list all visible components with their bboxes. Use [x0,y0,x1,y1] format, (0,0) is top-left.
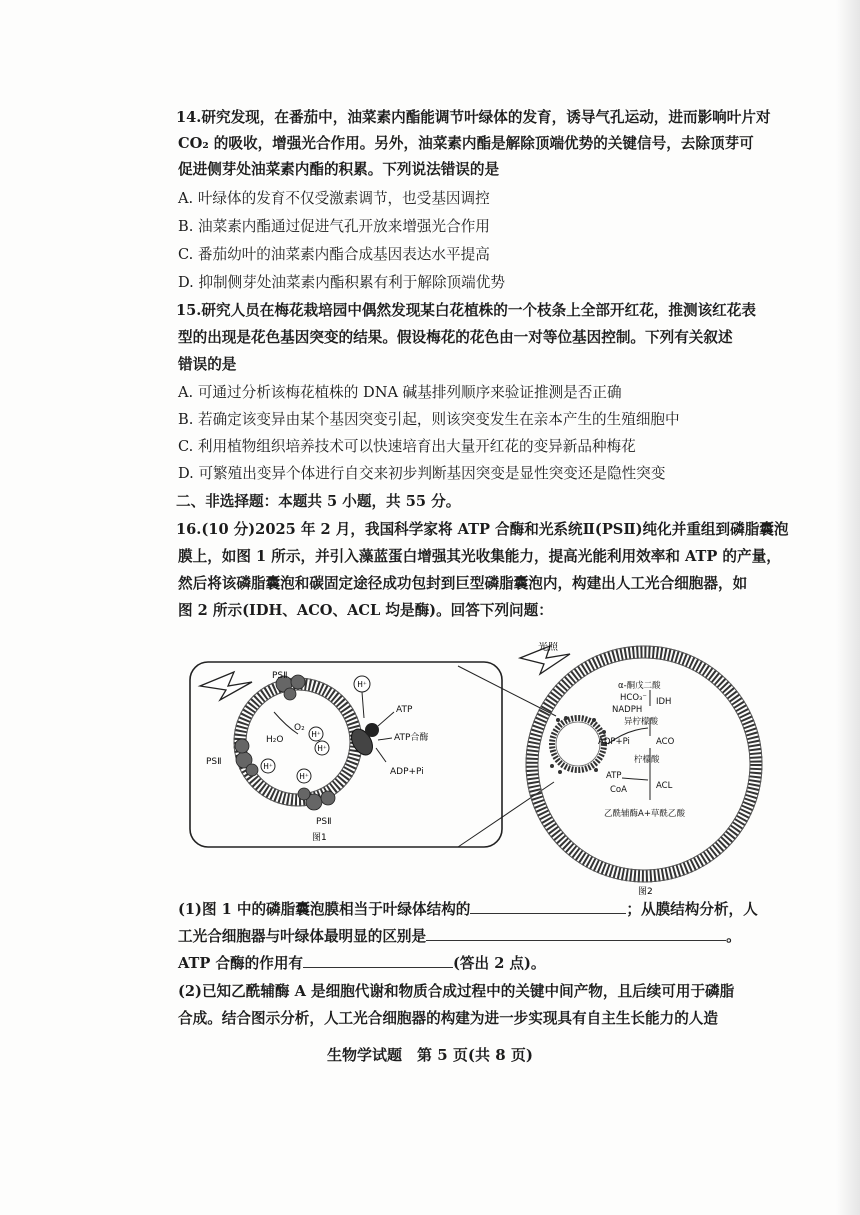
q15-option-d: D. 可繁殖出变异个体进行自交来初步判断基因突变是显性突变还是隐性突变 [178,465,666,482]
section-heading: 二、非选择题：本题共 5 小题，共 55 分。 [176,493,461,510]
q16-line4: 图 2 所示(IDH、ACO、ACL 均是酶)。回答下列问题： [178,602,553,619]
fig1-caption: 图1 [312,833,327,843]
q16-sub1-line2: 工光合细胞器与叶绿体最明显的区别是 。 [178,925,741,947]
fig1-adp-pi-label: ADP+Pi [390,767,424,777]
answer-blank-2[interactable] [426,925,726,941]
q16-sub2-line2: 合成。结合图示分析，人工光合细胞器的构建为进一步实现具有自主生长能力的人造 [178,1010,718,1027]
q15-option-a: A. 可通过分析该梅花植株的 DNA 碱基排列顺序来验证推测是否正确 [178,384,622,401]
q15-option-b: B. 若确定该变异由某个基因突变引起，则该突变发生在亲本产生的生殖细胞中 [178,411,680,428]
fig2-product-label: 乙酰辅酶A+草酰乙酸 [604,809,685,819]
q14-line1: 14.研究发现，在番茄中，油菜素内酯能调节叶绿体的发育，诱导气孔运动，进而影响叶片对 [176,109,771,126]
fig1-light-bolt [200,672,252,700]
fig2-nadph-label: NADPH [612,705,643,715]
fig2-akg-label: α-酮戊二酸 [618,681,661,691]
q16-sub1-line3: ATP 合酶的作用有 (答出 2 点)。 [178,952,546,974]
q15-line3: 错误的是 [178,356,237,373]
fig1-fig2-connectors [458,666,556,847]
fig1-psii-label-top: PSⅡ [272,671,288,681]
q16-sub1-line1: (1)图 1 中的磷脂囊泡膜相当于叶绿体结构的 ；从膜结构分析，人 [178,898,758,920]
fig2-aco-label: ACO [656,737,675,747]
q15-option-c: C. 利用植物组织培养技术可以快速培育出大量开红花的变异新品种梅花 [178,438,636,455]
q16-line1: 16.(10 分)2025 年 2 月，我国科学家将 ATP 合酶和光系统Ⅱ(PSⅡ)纯化并重组到磷脂囊泡 [176,521,789,538]
q14-line2: CO₂ 的吸收，增强光合作用。另外，油菜素内酯是解除顶端优势的关键信号，去除顶芽可 [178,135,754,152]
fig2-adp-pi-label: ADP+Pi [598,737,630,747]
fig2-atp-label: ATP [606,771,622,781]
q14-option-b: B. 油菜素内酯通过促进气孔开放来增强光合作用 [178,218,490,235]
fig1-psii-label-bottom: PSⅡ [316,817,332,827]
fig1-atp-synthase-label: ATP合酶 [394,733,429,743]
fig2-hco3-label: HCO₃⁻ [620,693,647,703]
figure-artificial-photosynthetic-cell [186,642,786,897]
fig2-isocitrate-label: 异柠檬酸 [624,717,659,727]
page-edge-shadow [836,0,860,1215]
fig1-h-label-4: H⁺ [263,762,273,771]
fig2-idh-label: IDH [656,697,672,707]
fig1-h-label-2: H⁺ [311,730,321,739]
q14-option-c: C. 番茄幼叶的油菜素内酯合成基因表达水平提高 [178,246,490,263]
q16-sub2-line1: (2)已知乙酰辅酶 A 是细胞代谢和物质合成过程中的关键中间产物，且后续可用于磷脂 [178,983,735,1000]
fig2-acl-label: ACL [656,781,673,791]
page-footer: 生物学试题 第 5 页(共 8 页) [327,1046,533,1064]
fig1-o2-label: O₂ [294,723,305,733]
fig1-h-label-3: H⁺ [317,744,327,753]
q14-line3: 促进侧芽处油菜素内酯的积累。下列说法错误的是 [178,161,500,178]
fig1-h2o-label: H₂O [266,735,284,745]
answer-blank-1[interactable] [470,898,626,914]
fig1-h-label-5: H⁺ [299,772,309,781]
q14-option-d: D. 抑制侧芽处油菜素内酯积累有利于解除顶端优势 [178,274,505,291]
q14-option-a: A. 叶绿体的发育不仅受激素调节，也受基因调控 [178,190,490,207]
fig2-citrate-label: 柠檬酸 [634,755,660,765]
fig1-vesicle [234,678,362,806]
fig1-h-label-1: H⁺ [357,680,367,689]
q16-line3: 然后将该磷脂囊泡和碳固定途径成功包封到巨型磷脂囊泡内，构建出人工光合细胞器，如 [178,575,748,592]
q15-line2: 型的出现是花色基因突变的结果。假设梅花的花色由一对等位基因控制。下列有关叙述 [178,329,733,346]
fig2-coa-label: CoA [610,785,627,795]
q15-line1: 15.研究人员在梅花栽培园中偶然发现某白花植株的一个枝条上全部开红花，推测该红花表 [176,302,756,319]
fig1-psii-label-left: PSⅡ [206,757,222,767]
q16-line2: 膜上，如图 1 所示，并引入藻蓝蛋白增强其光收集能力，提高光能利用效率和 ATP 的产量， [178,548,781,565]
fig1-atp-label: ATP [396,705,413,715]
answer-blank-3[interactable] [303,952,453,968]
fig2-light-label: 光照 [538,642,558,653]
fig2-caption: 图2 [638,887,653,897]
